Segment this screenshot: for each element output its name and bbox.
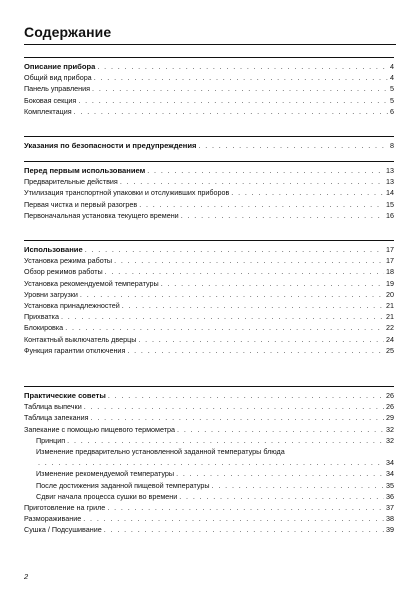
- toc-entry[interactable]: [24, 401, 394, 412]
- toc-entry-label: После достижения заданной пищевой температуры: [36, 480, 210, 490]
- dot-leader: [108, 390, 384, 401]
- toc-entry-page: 17: [386, 256, 394, 266]
- toc-section: [24, 57, 394, 117]
- toc-entry[interactable]: [24, 446, 394, 457]
- toc-entry-page: 26: [386, 391, 394, 400]
- toc-entry-page: 4: [390, 62, 394, 71]
- toc-entry-label: Сдвиг начала процесса сушки во времени: [36, 491, 178, 501]
- dot-leader: [92, 83, 388, 94]
- toc-entry-label: Общий вид прибора: [24, 73, 92, 83]
- dot-leader: [212, 480, 384, 491]
- toc-entry[interactable]: [24, 210, 394, 221]
- toc-entry[interactable]: [24, 334, 394, 345]
- dot-leader: [104, 524, 384, 535]
- toc-entry-label: Боковая секция: [24, 95, 77, 105]
- toc-entry-label: Практические советы: [24, 391, 106, 400]
- toc-entry[interactable]: [24, 83, 394, 94]
- dot-leader: [94, 72, 388, 83]
- toc-entry-page: 21: [386, 312, 394, 322]
- toc-heading-entry[interactable]: [24, 165, 394, 176]
- toc-entry[interactable]: [24, 502, 394, 513]
- toc-entry[interactable]: [24, 95, 394, 106]
- toc-entry-page: 17: [386, 245, 394, 254]
- dot-leader: [114, 255, 384, 266]
- toc-entry-page: 38: [386, 514, 394, 524]
- dot-leader: [80, 289, 384, 300]
- dot-leader: [97, 61, 388, 72]
- toc-entry[interactable]: [24, 176, 394, 187]
- dot-leader: [74, 106, 388, 117]
- toc-entry-label: Функция гарантии отключения: [24, 345, 126, 355]
- dot-leader: [107, 502, 384, 513]
- toc-entry-page: 4: [390, 73, 394, 83]
- dot-leader: [83, 513, 384, 524]
- dot-leader: [65, 322, 384, 333]
- toc-entry-label: Изменение предварительно установленной заданной температуры блюда: [36, 446, 285, 456]
- toc-entry-page: 26: [386, 402, 394, 412]
- dot-leader: [85, 244, 384, 255]
- toc-entry[interactable]: [24, 412, 394, 423]
- toc-entry-page: 35: [386, 480, 394, 490]
- section-divider: [24, 240, 394, 241]
- section-divider: [24, 136, 394, 137]
- toc-section: [24, 240, 394, 356]
- dot-leader: [67, 435, 384, 446]
- dot-leader: [176, 468, 384, 479]
- toc-entry-label: Приготовление на гриле: [24, 502, 106, 512]
- toc-entry[interactable]: [24, 311, 394, 322]
- toc-entry-label: Использование: [24, 245, 83, 254]
- toc-entry-label: Перед первым использованием: [24, 166, 146, 175]
- toc-entry[interactable]: [24, 424, 394, 435]
- dot-leader: [38, 457, 384, 468]
- toc-entry-label: Утилизация транспортной упаковки и отслуживших приборов: [24, 188, 230, 198]
- toc-heading-entry[interactable]: [24, 61, 394, 72]
- toc-entry[interactable]: [24, 435, 394, 446]
- toc-entry-page: 18: [386, 267, 394, 277]
- toc-entry[interactable]: [24, 322, 394, 333]
- toc-entry[interactable]: [24, 187, 394, 198]
- toc-entry-label: Комплектация: [24, 106, 72, 116]
- toc-entry[interactable]: [24, 457, 394, 468]
- dot-leader: [122, 300, 384, 311]
- toc-entry-page: 15: [386, 199, 394, 209]
- toc-entry[interactable]: [24, 106, 394, 117]
- dot-leader: [139, 199, 384, 210]
- toc-entry-page: 5: [390, 95, 394, 105]
- title-divider: [24, 44, 396, 45]
- toc-entry-label: Принцип: [36, 435, 66, 445]
- toc-entry-label: Уровни загрузки: [24, 289, 78, 299]
- toc-heading-entry[interactable]: [24, 244, 394, 255]
- toc-entry-page: 29: [386, 413, 394, 423]
- dot-leader: [138, 334, 384, 345]
- toc-entry-page: 21: [386, 300, 394, 310]
- toc-entry-label: Прихватка: [24, 312, 59, 322]
- toc-entry[interactable]: [24, 266, 394, 277]
- toc-entry-page: 16: [386, 210, 394, 220]
- toc-entry-label: Указания по безопасности и предупреждения: [24, 141, 197, 150]
- toc-entry-label: Запекание с помощью пищевого термометра: [24, 424, 176, 434]
- toc-entry[interactable]: [24, 278, 394, 289]
- toc-entry-page: 14: [386, 188, 394, 198]
- toc-entry[interactable]: [24, 289, 394, 300]
- toc-entry-label: Блокировка: [24, 323, 64, 333]
- dot-leader: [231, 187, 384, 198]
- toc-entry-label: Установка принадлежностей: [24, 300, 120, 310]
- dot-leader: [161, 278, 384, 289]
- toc-entry[interactable]: [24, 524, 394, 535]
- toc-entry-label: Установка режима работы: [24, 256, 113, 266]
- section-divider: [24, 57, 394, 58]
- toc-entry-page: 32: [386, 424, 394, 434]
- toc-entry-page: 13: [386, 166, 394, 175]
- toc-entry[interactable]: [24, 345, 394, 356]
- toc-entry-page: 20: [386, 289, 394, 299]
- section-divider: [24, 161, 394, 162]
- toc-entry-label: Размораживание: [24, 514, 82, 524]
- toc-heading-entry[interactable]: [24, 390, 394, 401]
- toc-entry[interactable]: [24, 480, 394, 491]
- toc-entry-page: 19: [386, 278, 394, 288]
- toc-entry-label: Сушка / Подсушивание: [24, 525, 102, 535]
- dot-leader: [120, 176, 384, 187]
- toc-entry-page: 37: [386, 502, 394, 512]
- toc-entry-page: 8: [390, 141, 394, 150]
- toc-entry-page: 24: [386, 334, 394, 344]
- dot-leader: [179, 491, 384, 502]
- toc-entry-page: 36: [386, 491, 394, 501]
- toc-heading-entry[interactable]: [24, 140, 394, 151]
- toc-entry[interactable]: [24, 300, 394, 311]
- toc-entry[interactable]: [24, 513, 394, 524]
- toc-entry[interactable]: [24, 199, 394, 210]
- toc-entry-page: 5: [390, 84, 394, 94]
- toc-entry-label: Таблица запекания: [24, 413, 89, 423]
- toc-entry-label: Установка рекомендуемой температуры: [24, 278, 159, 288]
- dot-leader: [181, 210, 384, 221]
- page-title: Содержание: [24, 24, 112, 40]
- toc-entry[interactable]: [24, 255, 394, 266]
- toc-entry-label: Обзор режимов работы: [24, 267, 103, 277]
- toc-entry-label: Изменение рекомендуемой температуры: [36, 469, 175, 479]
- dot-leader: [91, 412, 384, 423]
- toc-section: [24, 386, 394, 535]
- toc-section: [24, 161, 394, 221]
- dot-leader: [84, 401, 384, 412]
- toc-entry-label: Первоначальная установка текущего времени: [24, 210, 179, 220]
- toc-entry[interactable]: [24, 468, 394, 479]
- toc-entry-label: Контактный выключатель дверцы: [24, 334, 137, 344]
- toc-entry-page: 13: [386, 177, 394, 187]
- toc-entry-page: 34: [386, 458, 394, 468]
- toc-entry-label: Предварительные действия: [24, 177, 118, 187]
- toc-section: [24, 136, 394, 151]
- dot-leader: [78, 95, 388, 106]
- toc-entry[interactable]: [24, 72, 394, 83]
- toc-entry-page: 34: [386, 469, 394, 479]
- page-number: 2: [24, 572, 29, 581]
- toc-entry-page: 32: [386, 435, 394, 445]
- dot-leader: [127, 345, 384, 356]
- toc-entry-page: 25: [386, 345, 394, 355]
- section-divider: [24, 386, 394, 387]
- toc-entry-label: Таблица выпечки: [24, 402, 82, 412]
- toc-entry-label: Панель управления: [24, 84, 91, 94]
- toc-entry-label: Описание прибора: [24, 62, 96, 71]
- toc-entry-page: 6: [390, 106, 394, 116]
- toc-entry-page: 22: [386, 323, 394, 333]
- dot-leader: [147, 165, 384, 176]
- dot-leader: [105, 266, 384, 277]
- dot-leader: [198, 140, 388, 151]
- dot-leader: [177, 424, 384, 435]
- toc-entry-label: Первая чистка и первый разогрев: [24, 199, 138, 209]
- dot-leader: [61, 311, 384, 322]
- toc-entry[interactable]: [24, 491, 394, 502]
- toc-entry-page: 39: [386, 525, 394, 535]
